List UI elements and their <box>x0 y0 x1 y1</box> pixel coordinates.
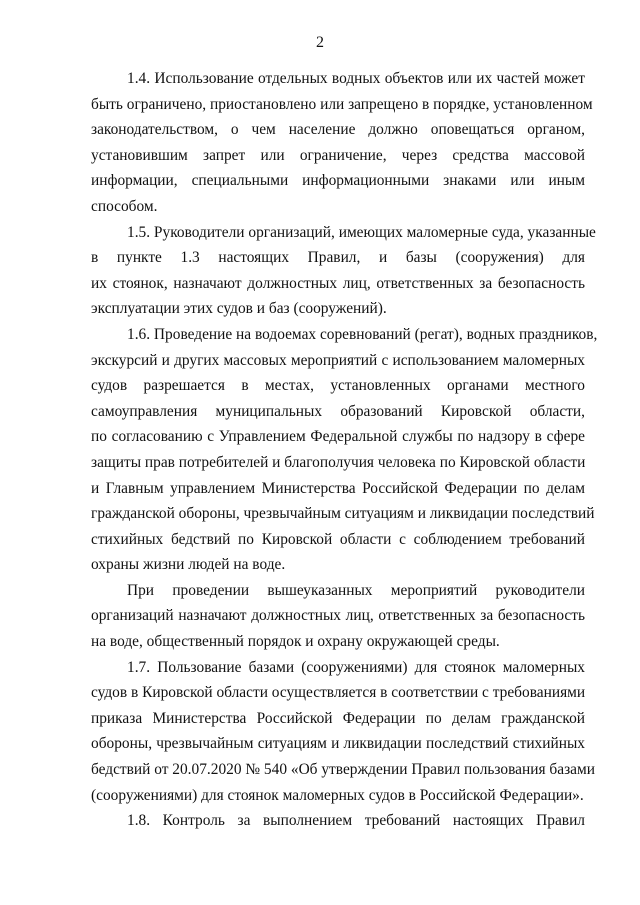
text-line: их стоянок, назначают должностных лиц, ответственных за безопасность <box>91 274 585 292</box>
text-line: 1.4. Использование отдельных водных объектов или их частей может <box>127 70 585 87</box>
text-line: и Главным управлением Министерства Российской Федерации по делам <box>91 479 585 497</box>
text-line: обороны, чрезвычайным ситуациям и ликвидации последствий стихийных <box>91 735 585 753</box>
text-line: в пункте 1.3 настоящих Правил, и базы (сооружения) для <box>91 249 585 267</box>
text-line: охраны жизни людей на воде. <box>91 556 286 574</box>
text-line: бедствий от 20.07.2020 № 540 «Об утверждении Правил пользования базами <box>91 761 595 779</box>
paragraph-1-7 <box>91 655 595 809</box>
text-line: на воде, общественный порядок и охрану окружающей среды. <box>91 633 500 651</box>
page-number: 2 <box>316 34 324 51</box>
text-line: судов в Кировской области осуществляется в соответствии с требованиями <box>91 684 586 702</box>
text-line: 1.8. Контроль за выполнением требований настоящих Правил <box>127 812 585 830</box>
text-line: способом. <box>91 197 158 215</box>
paragraph-1-5 <box>91 220 596 322</box>
text-line: экскурсий и других массовых мероприятий с использованием маломерных <box>91 351 585 369</box>
text-line: организаций назначают должностных лиц, ответственных за безопасность <box>91 607 585 625</box>
text-line: информации, специальными информационными знаками или иным <box>91 172 585 190</box>
text-line: приказа Министерства Российской Федерации по делам гражданской <box>91 709 585 727</box>
text-line: 1.6. Проведение на водоемах соревнований (регат), водных праздников, <box>127 325 598 343</box>
document-body <box>91 66 598 834</box>
paragraph-1-4 <box>91 66 593 220</box>
text-line: защиты прав потребителей и благополучия человека по Кировской области <box>91 453 586 471</box>
text-line: судов разрешается в местах, установленных органами местного <box>91 377 585 395</box>
text-line: быть ограничено, приостановлено или запрещено в порядке, установленном <box>91 95 593 113</box>
text-line: гражданской обороны, чрезвычайным ситуациям и ликвидации последствий <box>91 505 595 523</box>
paragraph-1-6 <box>91 322 598 578</box>
text-line: 1.5. Руководители организаций, имеющих маломерные суда, указанные <box>127 223 596 241</box>
text-line: 1.7. Пользование базами (сооружениями) для стоянок маломерных <box>127 658 585 676</box>
text-line: (сооружениями) для стоянок маломерных судов в Российской Федерации». <box>91 786 584 804</box>
text-line: При проведении вышеуказанных мероприятий руководители <box>127 581 585 599</box>
text-line: эксплуатации этих судов и баз (сооружений). <box>91 300 387 318</box>
paragraph-1-8 <box>91 808 585 834</box>
text-line: стихийных бедствий по Кировской области с соблюдением требований <box>91 530 585 548</box>
text-line: по согласованию с Управлением Федеральной службы по надзору в сфере <box>91 428 585 446</box>
paragraph-event-organizers <box>91 578 585 655</box>
text-line: самоуправления муниципальных образований Кировской области, <box>91 402 585 420</box>
text-line: законодательством, о чем население должно оповещаться органом, <box>91 121 585 139</box>
text-line: установившим запрет или ограничение, через средства массовой <box>91 146 585 164</box>
